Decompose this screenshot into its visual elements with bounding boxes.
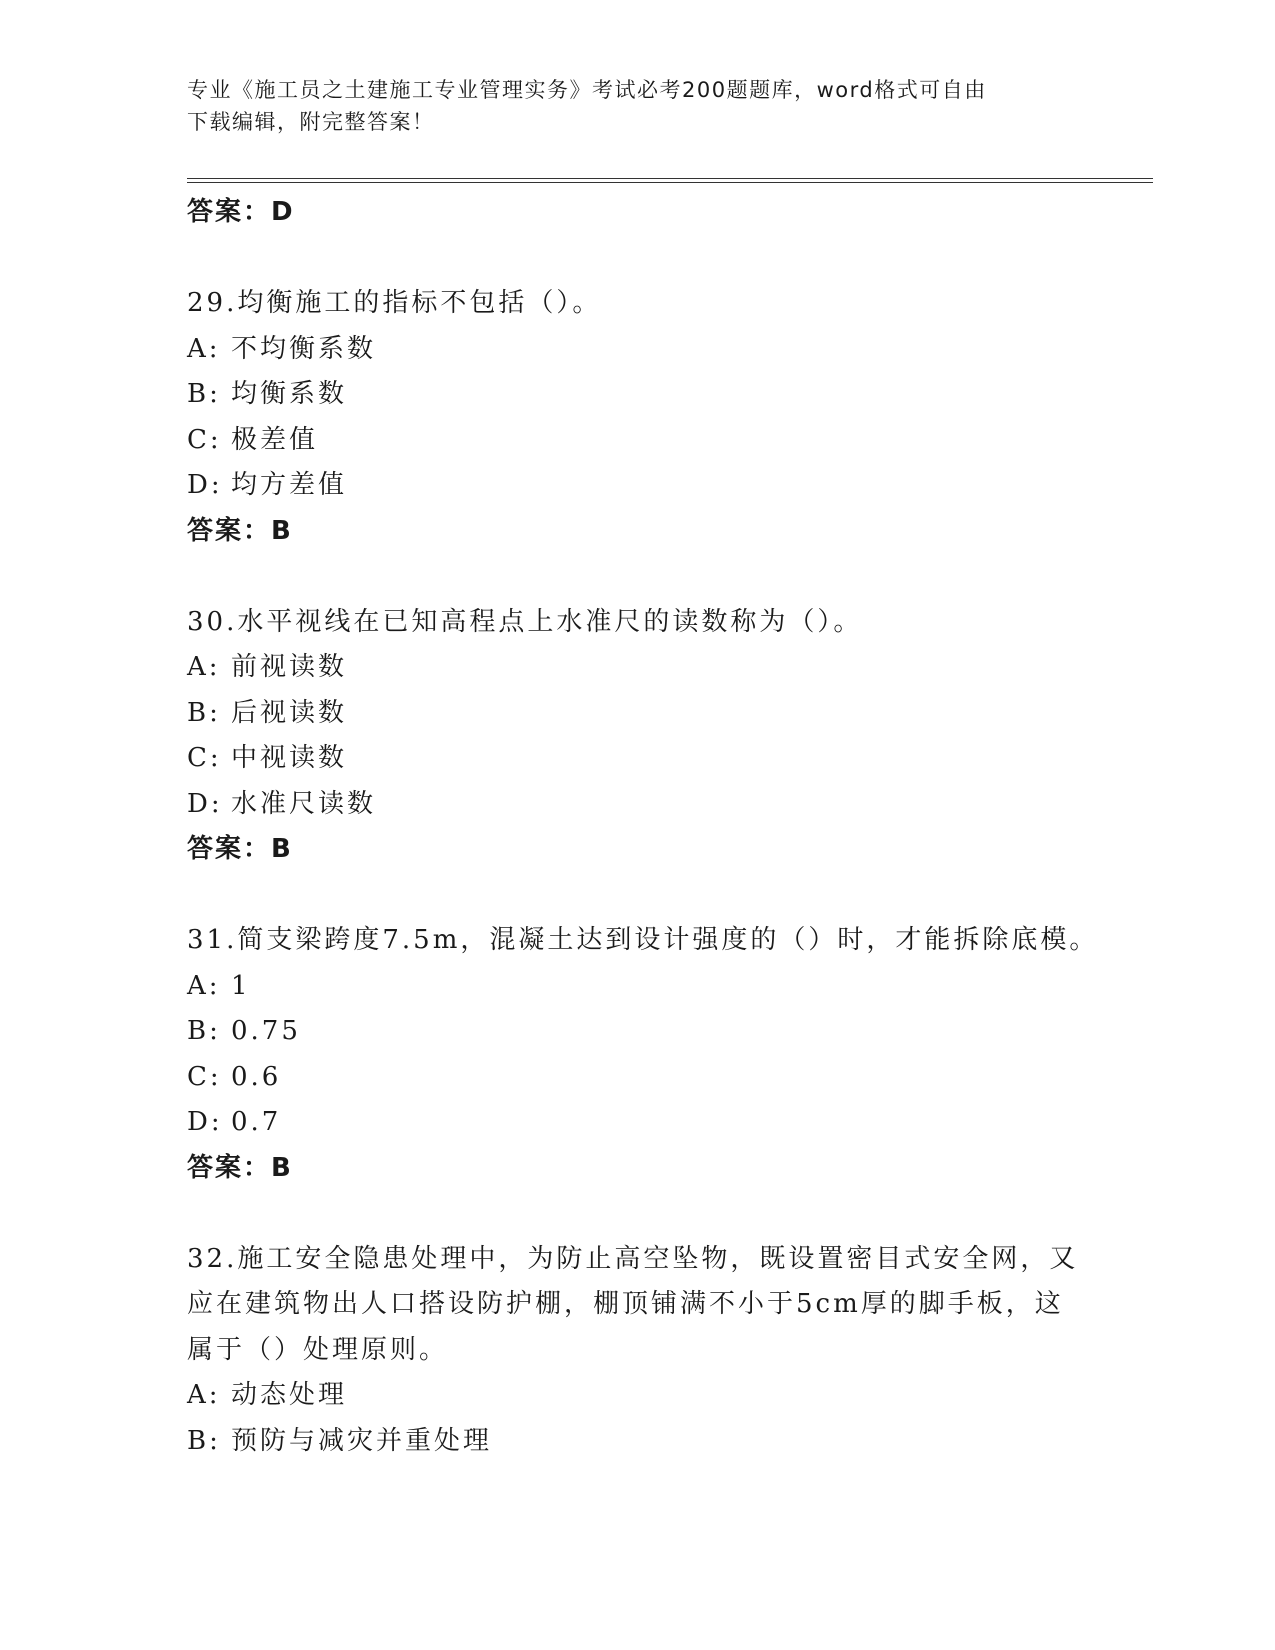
option-letter: C:	[187, 743, 222, 773]
question-block	[187, 281, 1087, 554]
document-header	[187, 74, 1067, 138]
option-b	[187, 1419, 1087, 1465]
option-text: 后视读数	[231, 697, 348, 728]
option-letter: B:	[187, 379, 221, 409]
option-letter: B:	[187, 697, 221, 728]
option-text: 极差值	[231, 424, 319, 455]
option-a	[187, 964, 1087, 1010]
option-c	[187, 418, 1087, 464]
option-b	[187, 1009, 1087, 1055]
question-list	[187, 190, 1099, 1464]
option-letter: C:	[187, 424, 222, 455]
option-d	[187, 782, 1087, 828]
option-text: 0.6	[231, 1061, 282, 1092]
option-letter: D:	[187, 470, 223, 500]
option-text: 动态处理	[231, 1380, 348, 1410]
option-a	[187, 645, 1087, 691]
question-block	[187, 1237, 1087, 1465]
option-text: 1	[231, 970, 251, 1001]
option-letter: A:	[187, 333, 221, 364]
option-letter: A:	[187, 1380, 221, 1410]
question-text: 30.水平视线在已知高程点上水准尺的读数称为（）。	[187, 606, 863, 637]
option-text: 0.7	[231, 1107, 282, 1137]
option-letter: D:	[187, 1107, 223, 1137]
option-text: 0.75	[231, 1016, 301, 1046]
question-text-line-1: 32.施工安全隐患处理中，为防止高空坠物，既设置密目式安全网，又	[187, 1243, 1079, 1274]
option-d	[187, 1100, 1087, 1146]
answer-line: 答案：B	[187, 1152, 293, 1183]
answer-line: 答案：B	[187, 834, 293, 864]
option-a	[187, 327, 1087, 373]
option-text: 预防与减灾并重处理	[231, 1425, 493, 1456]
question-text-line-3: 属于（）处理原则。	[187, 1334, 449, 1365]
option-d	[187, 463, 1087, 509]
answer-line: 答案：B	[187, 515, 293, 546]
question-text-line-2: 应在建筑物出人口搭设防护棚，棚顶铺满不小于5cm厚的脚手板，这	[187, 1289, 1064, 1319]
option-text: 均方差值	[231, 470, 348, 500]
question-block	[187, 918, 1099, 1191]
question-text: 29.均衡施工的指标不包括（）。	[187, 288, 602, 318]
question-text: 31.简支梁跨度7.5m，混凝土达到设计强度的（）时，才能拆除底模。	[187, 925, 1099, 955]
option-c	[187, 1055, 1087, 1101]
option-b	[187, 691, 1087, 737]
question-block	[187, 600, 1087, 873]
option-text: 不均衡系数	[231, 333, 377, 364]
option-letter: A:	[187, 652, 221, 682]
option-text: 中视读数	[231, 743, 348, 773]
option-letter: C:	[187, 1061, 222, 1092]
answer-line: 答案：D	[187, 197, 295, 227]
option-letter: B:	[187, 1016, 221, 1046]
option-letter: A:	[187, 970, 221, 1001]
option-text: 均衡系数	[231, 379, 348, 409]
option-c	[187, 736, 1087, 782]
header-line-1: 专业《施工员之土建施工专业管理实务》考试必考200题题库，word格式可自由	[187, 78, 987, 102]
option-letter: D:	[187, 788, 223, 819]
option-b	[187, 372, 1087, 418]
header-line-2: 下载编辑，附完整答案！	[187, 110, 435, 134]
option-letter: B:	[187, 1425, 221, 1456]
option-a	[187, 1373, 1087, 1419]
option-text: 水准尺读数	[231, 788, 377, 819]
header-divider	[187, 178, 1153, 183]
option-text: 前视读数	[231, 652, 348, 682]
